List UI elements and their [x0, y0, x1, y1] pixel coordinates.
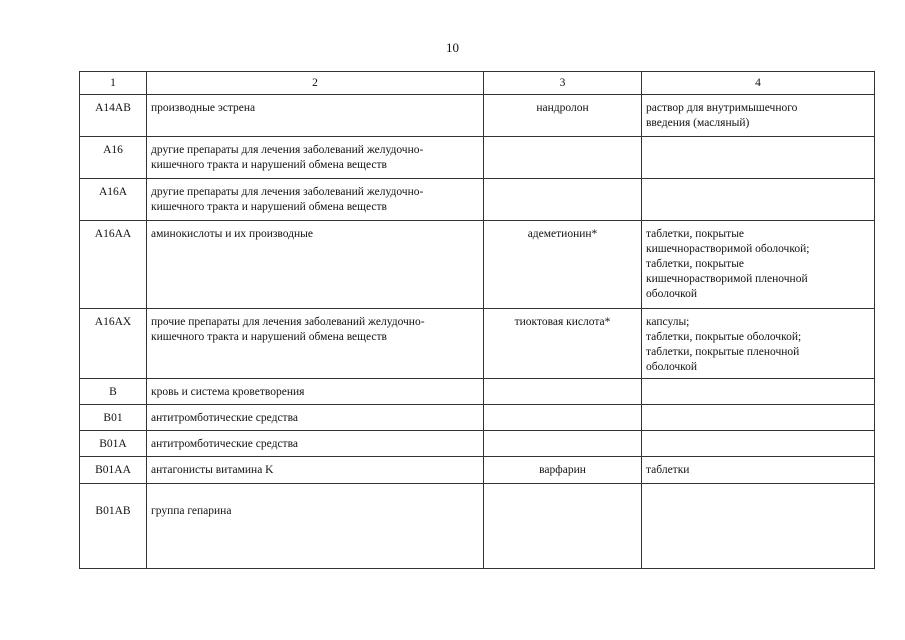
group-name-cell: другие препараты для лечения заболеваний желудочно- кишечного тракта и нарушений обмена веществ: [147, 137, 484, 179]
dosage-form-cell: раствор для внутримышечного введения (масляный): [642, 95, 875, 137]
table-row: [80, 457, 875, 484]
header-col-3: 3: [484, 72, 642, 95]
drug-name-cell: тиоктовая кислота*: [484, 309, 642, 379]
table-row: [80, 484, 875, 569]
dosage-form-cell: [642, 137, 875, 179]
group-name-cell: прочие препараты для лечения заболеваний желудочно- кишечного тракта и нарушений обмена веществ: [147, 309, 484, 379]
atc-code-cell: B: [80, 379, 147, 405]
table-row: [80, 179, 875, 221]
group-name-cell: антитромботические средства: [147, 405, 484, 431]
group-name-cell: другие препараты для лечения заболеваний желудочно- кишечного тракта и нарушений обмена веществ: [147, 179, 484, 221]
dosage-form-cell: [642, 379, 875, 405]
dosage-form-cell: [642, 431, 875, 457]
atc-code-cell: B01: [80, 405, 147, 431]
drug-name-cell: [484, 484, 642, 569]
header-col-2: 2: [147, 72, 484, 95]
header-col-4: 4: [642, 72, 875, 95]
header-col-1: 1: [80, 72, 147, 95]
atc-code-cell: B01AB: [80, 484, 147, 569]
table-row: [80, 221, 875, 309]
group-name-cell: производные эстрена: [147, 95, 484, 137]
group-name-cell: антитромботические средства: [147, 431, 484, 457]
dosage-form-cell: [642, 179, 875, 221]
atc-code-cell: A16A: [80, 179, 147, 221]
dosage-form-cell: [642, 484, 875, 569]
drug-name-cell: нандролон: [484, 95, 642, 137]
drug-name-cell: [484, 405, 642, 431]
drug-name-cell: адеметионин*: [484, 221, 642, 309]
table-row: [80, 405, 875, 431]
atc-code-cell: A16: [80, 137, 147, 179]
page-number: 10: [446, 40, 459, 55]
dosage-form-cell: [642, 405, 875, 431]
drug-name-cell: варфарин: [484, 457, 642, 484]
drug-name-cell: [484, 379, 642, 405]
table-row: [80, 379, 875, 405]
group-name-cell: группа гепарина: [147, 484, 484, 569]
drug-name-cell: [484, 179, 642, 221]
atc-code-cell: A16AA: [80, 221, 147, 309]
group-name-cell: антагонисты витамина K: [147, 457, 484, 484]
group-name-cell: аминокислоты и их производные: [147, 221, 484, 309]
group-name-cell: кровь и система кроветворения: [147, 379, 484, 405]
atc-code-cell: A14AB: [80, 95, 147, 137]
drug-list-table: [79, 71, 875, 569]
dosage-form-cell: таблетки: [642, 457, 875, 484]
table-row: [80, 309, 875, 379]
atc-code-cell: B01AA: [80, 457, 147, 484]
atc-code-cell: B01A: [80, 431, 147, 457]
table-row: [80, 431, 875, 457]
drug-name-cell: [484, 137, 642, 179]
table-header-row: [80, 72, 875, 95]
drug-name-cell: [484, 431, 642, 457]
dosage-form-cell: таблетки, покрытые кишечнорастворимой оболочкой; таблетки, покрытые кишечнорастворимой пленочной оболочкой: [642, 221, 875, 309]
table-row: [80, 95, 875, 137]
table-row: [80, 137, 875, 179]
dosage-form-cell: капсулы; таблетки, покрытые оболочкой; таблетки, покрытые пленочной оболочкой: [642, 309, 875, 379]
atc-code-cell: A16AX: [80, 309, 147, 379]
